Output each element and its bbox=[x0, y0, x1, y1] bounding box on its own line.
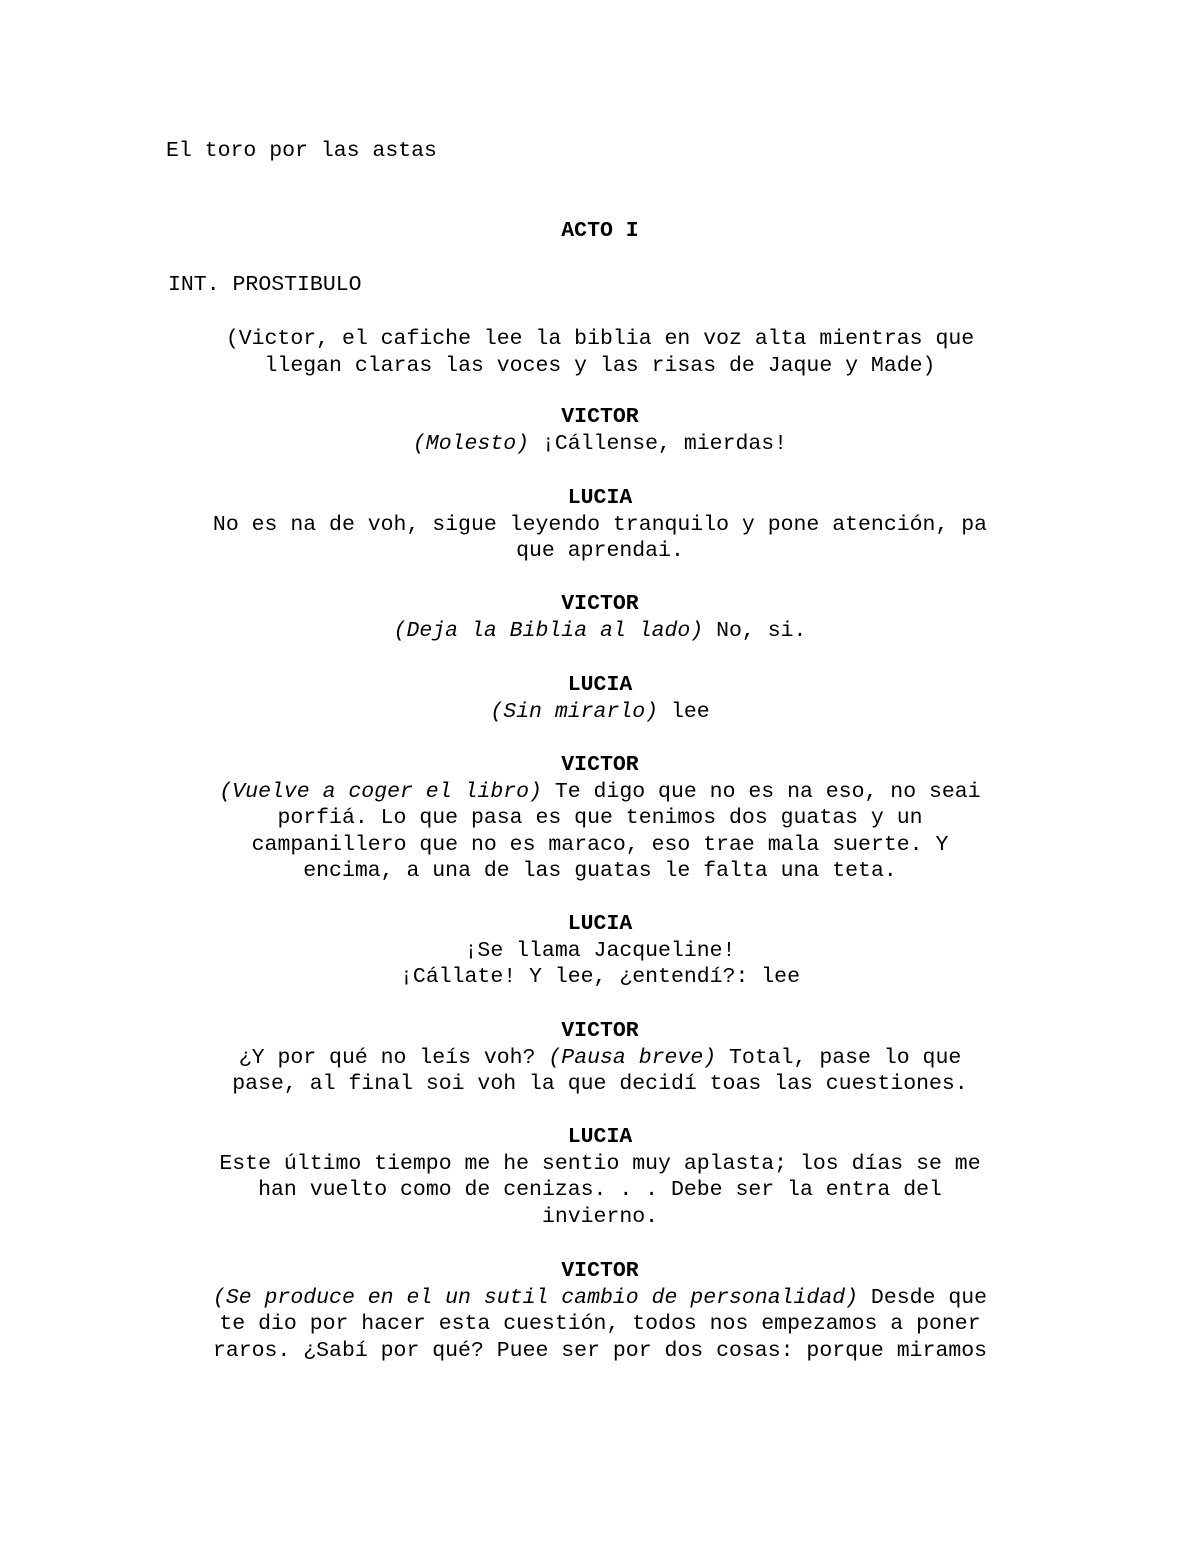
speaker-name: VICTOR bbox=[561, 405, 639, 429]
dialogue-line: encima, a una de las guatas le falta una teta. bbox=[303, 859, 897, 883]
dialogue-block bbox=[160, 672, 1040, 725]
dialogue-line bbox=[160, 431, 1040, 458]
dialogue-line: que aprendai. bbox=[516, 539, 684, 563]
dialogue-block bbox=[160, 591, 1040, 644]
scene-heading: INT. PROSTIBULO bbox=[168, 273, 362, 297]
dialogue-line: porfiá. Lo que pasa es que tenimos dos guatas y un bbox=[277, 806, 923, 830]
speaker-name: LUCIA bbox=[567, 1125, 633, 1149]
dialogue-line bbox=[160, 618, 1040, 645]
parenthetical: (Molesto) bbox=[412, 431, 530, 456]
dialogue-line: Este último tiempo me he sentio muy aplasta; los días se me bbox=[219, 1151, 981, 1176]
dialogue-text: No, si. bbox=[703, 618, 807, 643]
dialogue-line: pase, al final soi voh la que decidí toas las cuestiones. bbox=[232, 1072, 968, 1096]
dialogue-line bbox=[160, 1285, 1040, 1312]
dialogue-line: ¡Se llama Jacqueline! bbox=[464, 938, 736, 963]
dialogue-line: te dio por hacer esta cuestión, todos nos empezamos a poner bbox=[219, 1312, 981, 1336]
dialogue-block bbox=[160, 1018, 1040, 1098]
dialogue-block bbox=[160, 1124, 1040, 1230]
dialogue-text: Desde que bbox=[858, 1285, 988, 1310]
parenthetical: (Sin mirarlo) bbox=[490, 699, 659, 724]
dialogue-line: raros. ¿Sabí por qué? Puee ser por dos cosas: porque miramos bbox=[212, 1338, 988, 1363]
speaker-name: LUCIA bbox=[567, 673, 633, 697]
dialogue-line: campanillero que no es maraco, eso trae mala suerte. Y bbox=[251, 832, 949, 857]
stage-direction-line: llegan claras las voces y las risas de Jaque y Made) bbox=[264, 353, 936, 378]
parenthetical: (Se produce en el un sutil cambio de personalidad) bbox=[212, 1285, 859, 1310]
dialogue-text: Total, pase lo que bbox=[716, 1045, 962, 1070]
speaker-name: VICTOR bbox=[561, 1259, 639, 1283]
dialogue-block bbox=[160, 404, 1040, 457]
parenthetical: (Deja la Biblia al lado) bbox=[393, 618, 704, 643]
speaker-name: VICTOR bbox=[561, 1019, 639, 1043]
dialogue-text: lee bbox=[658, 699, 710, 724]
speaker-name: LUCIA bbox=[567, 912, 633, 936]
dialogue-line bbox=[160, 699, 1040, 726]
dialogue-block bbox=[160, 911, 1040, 991]
dialogue-line: ¡Cállate! Y lee, ¿entendí?: lee bbox=[400, 965, 800, 989]
dialogue-block bbox=[160, 1258, 1040, 1364]
document-title: El toro por las astas bbox=[166, 139, 437, 163]
speaker-name: LUCIA bbox=[567, 486, 633, 510]
dialogue-text: ¿Y por qué no leís voh? bbox=[238, 1045, 549, 1070]
dialogue-line bbox=[160, 779, 1040, 806]
dialogue-block bbox=[160, 752, 1040, 885]
dialogue-line: No es na de voh, sigue leyendo tranquilo y pone atención, pa bbox=[212, 512, 988, 537]
dialogue-text: Te digo que no es na eso, no seai bbox=[541, 779, 981, 804]
parenthetical: (Pausa breve) bbox=[548, 1045, 717, 1070]
dialogue-block bbox=[160, 485, 1040, 565]
stage-direction-line: (Victor, el cafiche lee la biblia en voz alta mientras que bbox=[225, 327, 975, 351]
dialogue-line: invierno. bbox=[541, 1204, 659, 1229]
speaker-name: VICTOR bbox=[561, 753, 639, 777]
speaker-name: VICTOR bbox=[561, 592, 639, 616]
stage-direction bbox=[160, 326, 1040, 379]
act-heading: ACTO I bbox=[561, 219, 639, 243]
dialogue-text: ¡Cállense, mierdas! bbox=[529, 431, 788, 456]
dialogue-line bbox=[160, 1045, 1040, 1072]
parenthetical: (Vuelve a coger el libro) bbox=[219, 779, 542, 804]
dialogue-line: han vuelto como de cenizas. . . Debe ser la entra del bbox=[258, 1178, 942, 1202]
